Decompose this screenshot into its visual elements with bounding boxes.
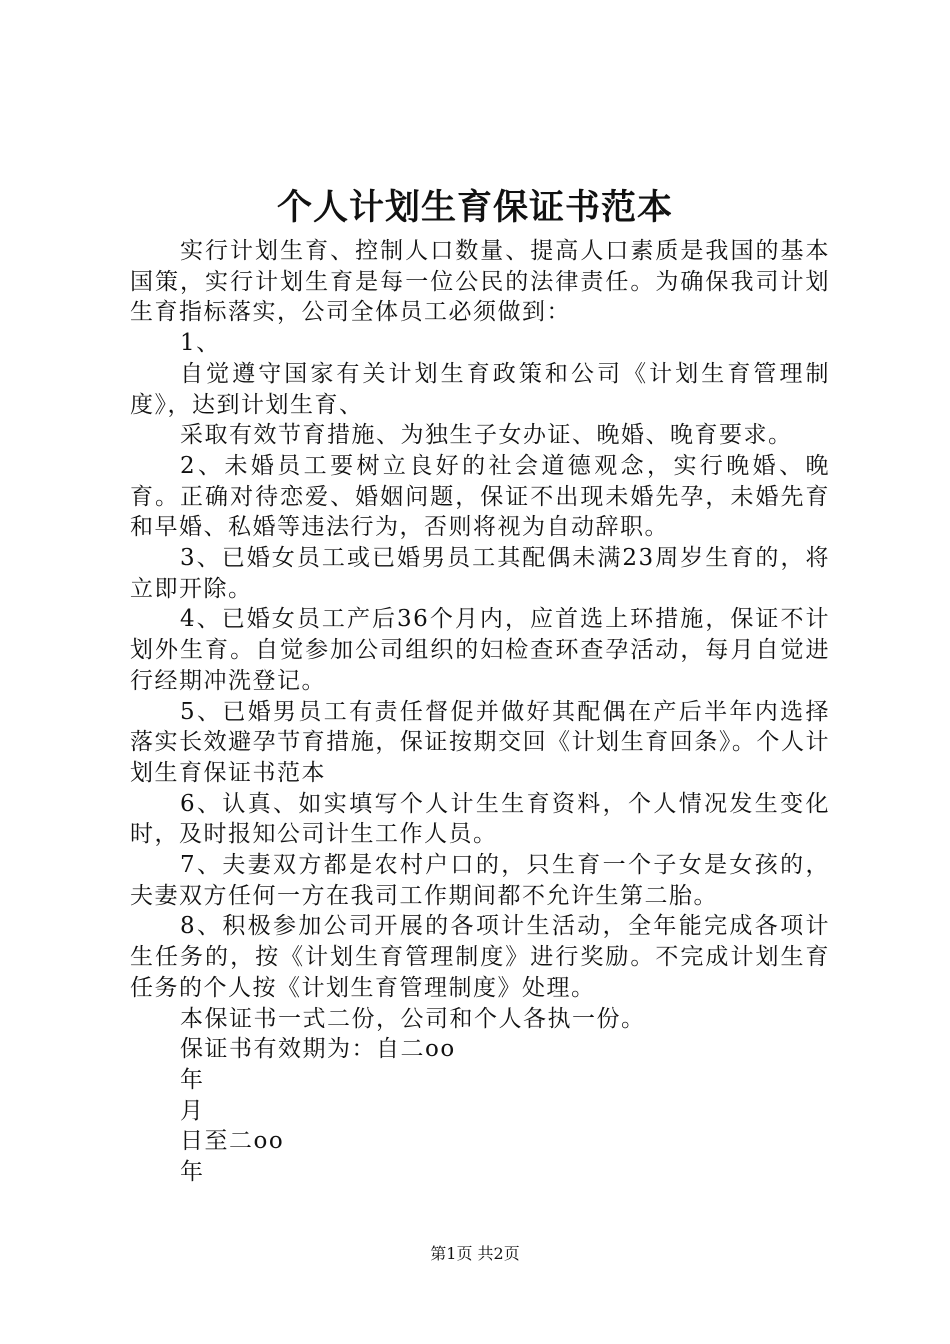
paragraph: 日至二oo xyxy=(180,1128,285,1155)
document-title: 个人计划生育保证书范本 xyxy=(276,187,673,228)
page-footer: 第1页 共2页 xyxy=(430,1244,520,1263)
paragraph: 年 xyxy=(180,1066,205,1093)
paragraph: 7、夫妻双方都是农村户口的，只生育一个子女是女孩的，夫妻双方任何一方在我司工作期间都不允许生第二胎。 xyxy=(130,852,830,909)
paragraph: 保证书有效期为：自二oo xyxy=(180,1036,456,1063)
paragraph: 月 xyxy=(180,1097,205,1124)
paragraph: 6、认真、如实填写个人计生生育资料，个人情况发生变化时，及时报知公司计生工作人员。 xyxy=(130,790,830,848)
paragraph: 2、未婚员工要树立良好的社会道德观念，实行晚婚、晚育。正确对待恋爱、婚姻问题，保证不出现未婚先孕，未婚先育和早婚、私婚等违法行为，否则将视为自动辞职。 xyxy=(130,452,830,541)
paragraph: 年 xyxy=(180,1159,205,1186)
paragraph: 3、已婚女员工或已婚男员工其配偶未满23周岁生育的，将立即开除。 xyxy=(130,545,830,602)
paragraph: 自觉遵守国家有关计划生育政策和公司《计划生育管理制度》，达到计划生育、 xyxy=(130,360,830,418)
paragraph: 1、 xyxy=(180,330,221,357)
paragraph: 8、积极参加公司开展的各项计生活动，全年能完成各项计生任务的，按《计划生育管理制度》进行奖励。不完成计划生育任务的个人按《计划生育管理制度》处理。 xyxy=(130,913,830,1001)
paragraph: 本保证书一式二份，公司和个人各执一份。 xyxy=(180,1005,646,1032)
document-body xyxy=(130,236,830,1188)
paragraph: 采取有效节育措施、为独生子女办证、晚婚、晚育要求。 xyxy=(180,422,793,449)
paragraph: 4、已婚女员工产后36个月内，应首选上环措施，保证不计划外生育。自觉参加公司组织的妇检查环查孕活动，每月自觉进行经期冲洗登记。 xyxy=(130,606,830,694)
paragraph: 5、已婚男员工有责任督促并做好其配偶在产后半年内选择落实长效避孕节育措施，保证按期交回《计划生育回条》。个人计划生育保证书范本 xyxy=(130,698,830,786)
paragraph: 实行计划生育、控制人口数量、提高人口素质是我国的基本国策，实行计划生育是每一位公民的法律责任。为确保我司计划生育指标落实，公司全体员工必须做到： xyxy=(130,238,830,326)
